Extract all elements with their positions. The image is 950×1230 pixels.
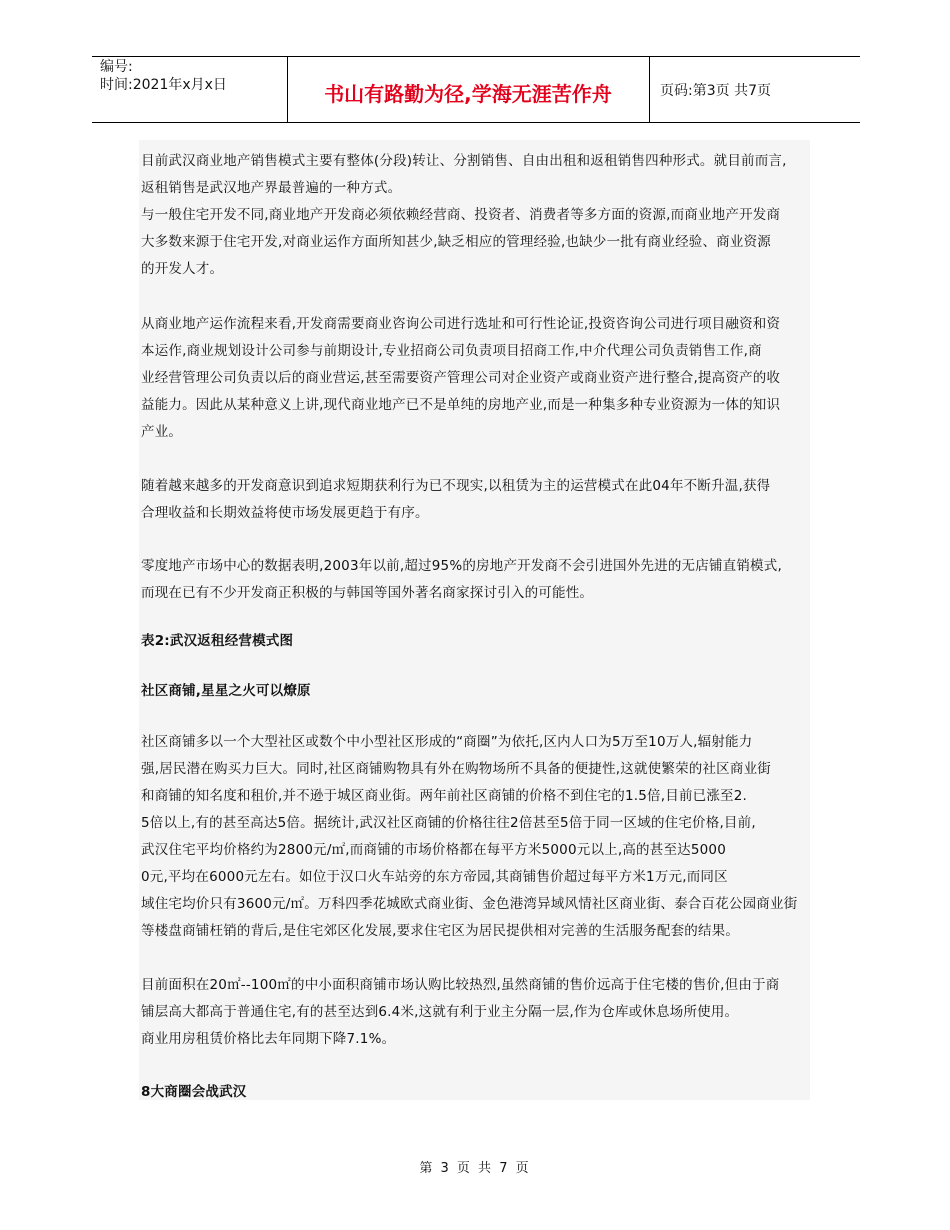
text-line: 强,居民潜在购买力巨大。同时,社区商铺购物具有外在购物场所不具备的便捷性,这就使繁荣的社区商业街 [141,761,771,777]
header-divider-right [649,56,650,122]
header-bottom-rule [92,122,860,123]
text-line: 社区商铺多以一个大型社区或数个中小型社区形成的“商圈”为依托,区内人口为5万至10万人,辐射能力 [141,734,753,750]
paragraph-leasing-trend [141,473,813,527]
paragraph-shop-sizes [141,972,813,1053]
page-footer: 第 3 页 共 7 页 [419,1161,531,1176]
text-line: 铺层高大都高于普通住宅,有的甚至达到6.4米,这就有利于业主分隔一层,作为仓库或休息场所使用。 [141,1004,739,1020]
header-meta [100,58,227,94]
header-top-rule [92,56,860,57]
time-label: 时间:2021年x月x日 [100,77,227,93]
text-line: 与一般住宅开发不同,商业地产开发商必须依赖经营商、投资者、消费者等多方面的资源,而商业地产开发商 [141,207,781,223]
page-info: 页码:第3页 共7页 [660,83,771,99]
text-line: 本运作,商业规划设计公司参与前期设计,专业招商公司负责项目招商工作,中介代理公司负责销售工作,商 [141,343,762,359]
text-line: 随着越来越多的开发商意识到追求短期获利行为已不现实,以租赁为主的运营模式在此04年不断升温,获得 [141,478,771,494]
text-line: 商业用房租赁价格比去年同期下降7.1%。 [141,1031,396,1047]
text-line: 大多数来源于住宅开发,对商业运作方面所知甚少,缺乏相应的管理经验,也缺少一批有商业经验、商业资源 [141,234,771,250]
text-line: 0元,平均在6000元左右。如位于汉口火车站旁的东方帝园,其商铺售价超过每平方米1万元,而同区 [141,869,728,885]
paragraph-sales-modes [141,148,813,283]
text-line: 等楼盘商铺枉销的背后,是住宅郊区化发展,要求住宅区为居民提供相对完善的生活服务配套的结果。 [141,923,740,939]
header-motto: 书山有路勤为径,学海无涯苦作舟 [324,82,612,106]
text-line: 而现在已有不少开发商正积极的与韩国等国外著名商家探讨引入的可能性。 [141,585,594,601]
section-heading-eight-districts: 8大商圈会战武汉 [141,1084,247,1100]
text-line: 零度地产市场中心的数据表明,2003年以前,超过95%的房地产开发商不会引进国外先进的无店铺直销模式, [141,558,782,574]
text-line: 目前武汉商业地产销售模式主要有整体(分段)转让、分割销售、自由出租和返租销售四种形式。就目前而言, [141,153,787,169]
text-line: 从商业地产运作流程来看,开发商需要商业咨询公司进行选址和可行性论证,投资咨询公司进行项目融资和资 [141,316,781,332]
number-label: 编号: [100,59,133,75]
text-line: 产业。 [141,424,183,440]
text-line: 合理收益和长期效益将使市场发展更趋于有序。 [141,505,429,521]
text-line: 返租销售是武汉地产界最普遍的一种方式。 [141,180,402,196]
text-line: 5倍以上,有的甚至高达5倍。据统计,武汉社区商铺的价格往往2倍甚至5倍于同一区域的住宅价格,目前, [141,815,756,831]
table-caption: 表2:武汉返租经营模式图 [141,633,294,649]
text-line: 域住宅均价只有3600元/㎡。万科四季花城欧式商业街、金色港湾异域风情社区商业街、泰合百花公园商业街 [141,896,798,912]
text-line: 益能力。因此从某种意义上讲,现代商业地产已不是单纯的房地产业,而是一种集多种专业资源为一体的知识 [141,397,781,413]
section-heading-community-shops: 社区商铺,星星之火可以燎原 [141,683,311,699]
paragraph-community-shops [141,729,813,945]
text-line: 业经营管理公司负责以后的商业营运,甚至需要资产管理公司对企业资产或商业资产进行整合,提高资产的收 [141,370,781,386]
text-line: 的开发人才。 [141,261,224,277]
text-line: 目前面积在20㎡--100㎡的中小面积商铺市场认购比较热烈,虽然商铺的售价远高于住宅楼的售价,但由于商 [141,977,780,993]
text-line: 武汉住宅平均价格约为2800元/㎡,而商铺的市场价格都在每平方米5000元以上,高的甚至达5000 [141,842,726,858]
text-line: 和商铺的知名度和租价,并不逊于城区商业街。两年前社区商铺的价格不到住宅的1.5倍,目前已涨至2. [141,788,748,804]
content-background [139,140,810,1100]
paragraph-operation-process [141,311,813,446]
paragraph-market-data [141,553,813,607]
